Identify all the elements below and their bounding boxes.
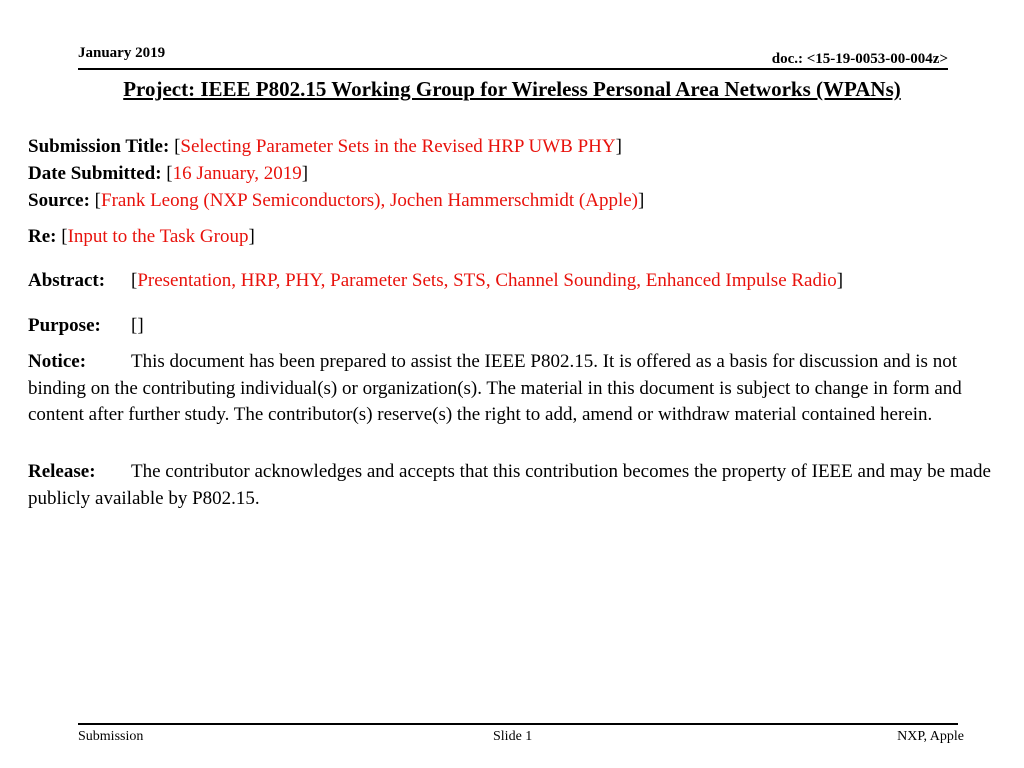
re-label: Re: xyxy=(28,226,57,247)
date-submitted-label: Date Submitted: xyxy=(28,163,162,184)
release-label: Release: xyxy=(28,461,96,482)
footer-slide-number: Slide 1 xyxy=(493,729,533,744)
re-row: Re: [Input to the Task Group] xyxy=(28,226,255,247)
submission-title-label: Submission Title: xyxy=(28,136,170,157)
header-doc-id: doc.: <15-19-0053-00-004z> xyxy=(771,51,948,67)
header-date: January 2019 xyxy=(78,45,166,61)
submission-title-row: Submission Title: [Selecting Parameter Sets in the Revised HRP UWB PHY] xyxy=(28,136,622,157)
re-value: Input to the Task Group xyxy=(67,226,249,247)
source-row: Source: [Frank Leong (NXP Semiconductors), Jochen Hammerschmidt (Apple)] xyxy=(28,190,645,211)
abstract-label: Abstract: xyxy=(28,270,106,291)
footer-author: NXP, Apple xyxy=(897,729,964,744)
header-divider xyxy=(78,68,948,70)
source-value: Frank Leong (NXP Semiconductors), Jochen Hammerschmidt (Apple) xyxy=(101,190,638,211)
project-title: Project: IEEE P802.15 Working Group for Wireless Personal Area Networks (WPANs) xyxy=(123,77,901,101)
date-submitted-row: Date Submitted: [16 January, 2019] xyxy=(28,163,309,184)
abstract-row: Abstract: [Presentation, HRP, PHY, Parameter Sets, STS, Channel Sounding, Enhanced Impulse Radio] xyxy=(28,268,843,294)
purpose-label: Purpose: xyxy=(28,315,101,336)
date-submitted-value: 16 January, 2019 xyxy=(172,163,302,184)
release-paragraph xyxy=(28,459,1018,512)
source-label: Source: xyxy=(28,190,90,211)
abstract-value: Presentation, HRP, PHY, Parameter Sets, STS, Channel Sounding, Enhanced Impulse Radio xyxy=(137,270,837,291)
footer-submission: Submission xyxy=(78,729,144,744)
release-text: The contributor acknowledges and accepts that this contribution becomes the property of IEEE and may be made publicly available by P802.15. xyxy=(28,461,991,509)
notice-paragraph xyxy=(28,349,1018,429)
submission-title-value: Selecting Parameter Sets in the Revised HRP UWB PHY xyxy=(180,136,616,157)
purpose-row: Purpose: [] xyxy=(28,313,144,339)
notice-text: This document has been prepared to assist the IEEE P802.15. It is offered as a basis for discussion and is not binding on the contributing individual(s) or organization(s). The material in this document is subject to change in form and content after further study. The contributor(s) reserve(s) the right to add, amend or withdraw material contained herein. xyxy=(28,351,962,425)
notice-label: Notice: xyxy=(28,351,87,372)
footer-divider xyxy=(78,723,958,725)
